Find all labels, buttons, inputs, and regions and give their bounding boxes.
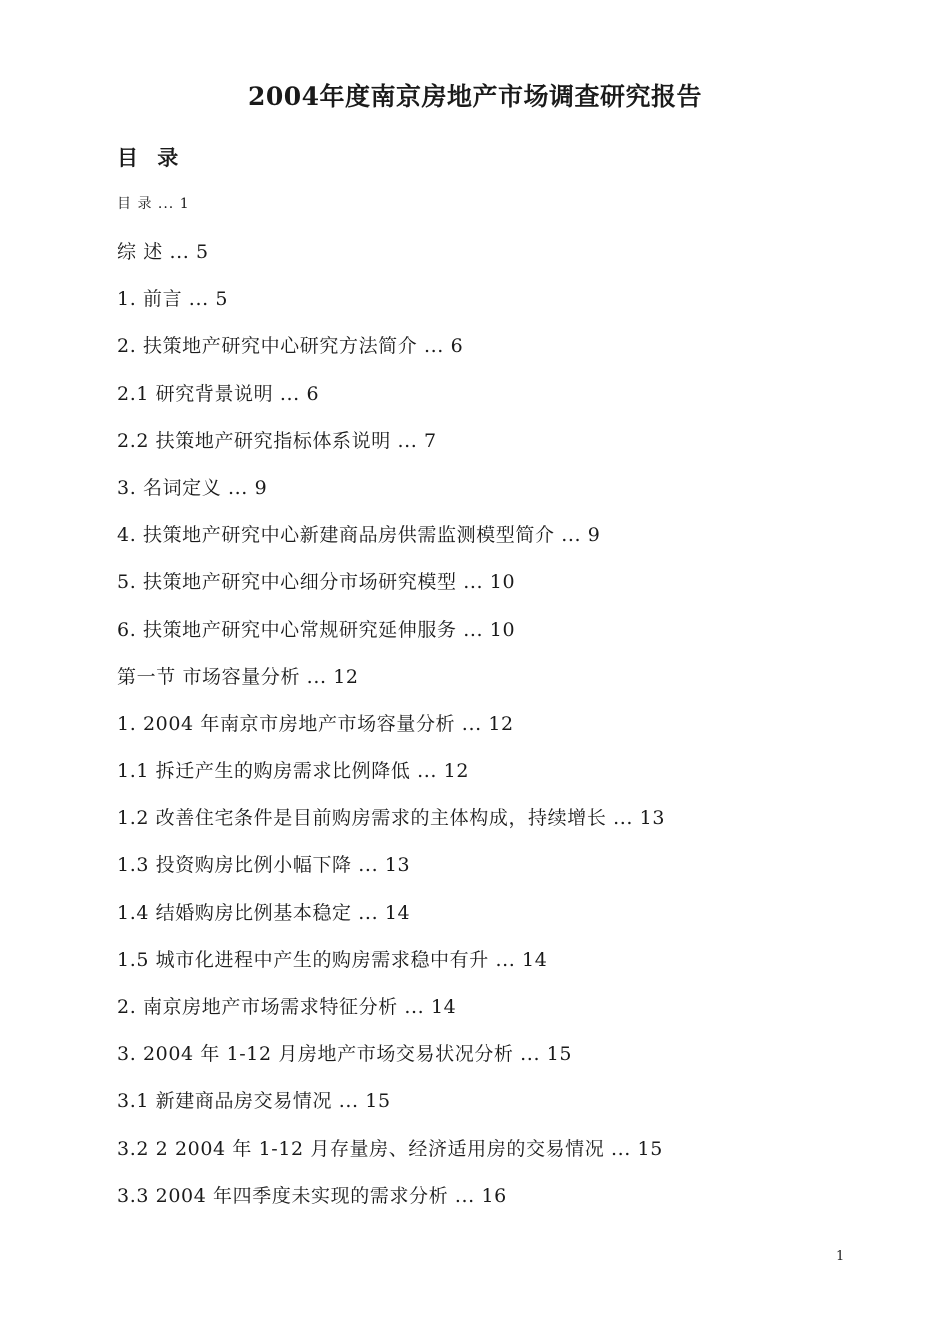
toc-entry-method-intro[interactable]: 2. 扶策地产研究中心研究方法简介 ... 6 <box>117 335 464 358</box>
toc-entry-urbanization-demand[interactable]: 1.5 城市化进程中产生的购房需求稳中有升 ... 14 <box>117 948 548 971</box>
toc-entry-existing-housing-transactions[interactable]: 3.2 2 2004 年 1-12 月存量房、经济适用房的交易情况 ... 15 <box>117 1137 663 1160</box>
toc-entry-demolition-demand[interactable]: 1.1 拆迁产生的购房需求比例降低 ... 12 <box>117 760 470 783</box>
toc-entry-preface[interactable]: 1. 前言 ... 5 <box>117 288 229 311</box>
toc-entry-improvement-demand[interactable]: 1.2 改善住宅条件是目前购房需求的主体构成，持续增长 ... 13 <box>117 807 666 830</box>
toc-entry-transaction-analysis[interactable]: 3. 2004 年 1-12 月房地产市场交易状况分析 ... 15 <box>117 1043 573 1066</box>
toc-list <box>117 236 665 1227</box>
toc-entry-contents[interactable]: 目 录 ... 1 <box>117 196 190 212</box>
toc-entry-demand-features[interactable]: 2. 南京房地产市场需求特征分析 ... 14 <box>117 996 457 1018</box>
toc-entry-supply-demand-model[interactable]: 4. 扶策地产研究中心新建商品房供需监测模型简介 ... 9 <box>117 524 601 547</box>
toc-entry-unrealized-demand[interactable]: 3.3 2004 年四季度未实现的需求分析 ... 16 <box>117 1184 507 1207</box>
toc-entry-research-background[interactable]: 2.1 研究背景说明 ... 6 <box>117 382 320 405</box>
toc-entry-market-capacity[interactable]: 1. 2004 年南京市房地产市场容量分析 ... 12 <box>117 712 514 735</box>
page-number: 1 <box>836 1249 845 1264</box>
toc-entry-definitions[interactable]: 3. 名词定义 ... 9 <box>117 476 268 499</box>
toc-entry-section-1[interactable]: 第一节 市场容量分析 ... 12 <box>117 665 359 688</box>
toc-entry-indicator-system[interactable]: 2.2 扶策地产研究指标体系说明 ... 7 <box>117 429 437 452</box>
toc-heading: 目 录 <box>117 145 185 170</box>
toc-entry-extended-services[interactable]: 6. 扶策地产研究中心常规研究延伸服务 ... 10 <box>117 618 516 641</box>
toc-entry-overview[interactable]: 综 述 ... 5 <box>117 241 209 263</box>
toc-entry-new-housing-transactions[interactable]: 3.1 新建商品房交易情况 ... 15 <box>117 1090 391 1113</box>
toc-entry-segment-model[interactable]: 5. 扶策地产研究中心细分市场研究模型 ... 10 <box>117 571 516 594</box>
toc-entry-investment-demand[interactable]: 1.3 投资购房比例小幅下降 ... 13 <box>117 854 411 877</box>
document-title: 2004年度南京房地产市场调查研究报告 <box>247 82 703 111</box>
toc-entry-marriage-demand[interactable]: 1.4 结婚购房比例基本稳定 ... 14 <box>117 901 411 924</box>
